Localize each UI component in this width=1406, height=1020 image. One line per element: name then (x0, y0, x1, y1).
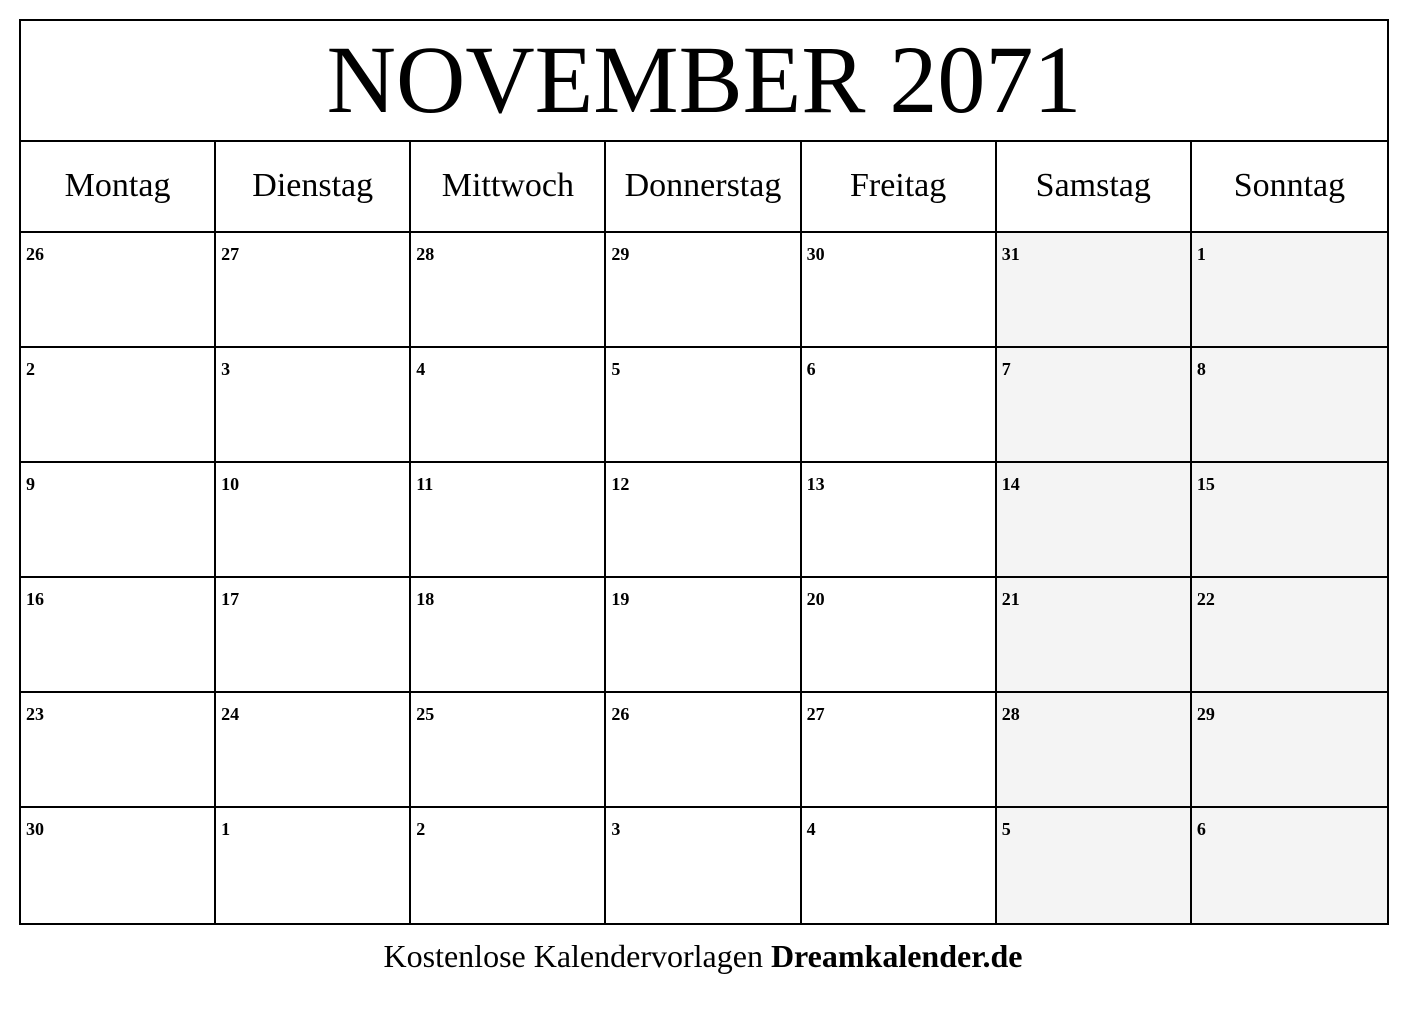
day-number: 24 (221, 704, 240, 724)
day-number: 6 (806, 359, 816, 379)
day-number: 3 (221, 359, 231, 379)
weekday-header: Montag (21, 142, 216, 233)
weekday-header: Freitag (802, 142, 997, 233)
day-number: 2 (26, 359, 35, 379)
day-cell (411, 233, 606, 348)
day-cell (21, 463, 216, 578)
day-number: 28 (1001, 704, 1020, 724)
day-number: 27 (806, 704, 825, 724)
day-cell (606, 693, 801, 808)
day-cell (21, 233, 216, 348)
day-number: 7 (1001, 359, 1011, 379)
day-number: 18 (416, 589, 435, 609)
day-cell (1192, 693, 1387, 808)
day-cell (606, 233, 801, 348)
day-cell (216, 578, 411, 693)
day-number: 26 (26, 244, 44, 264)
day-cell (1192, 233, 1387, 348)
day-cell (216, 233, 411, 348)
day-number: 4 (806, 819, 816, 839)
day-cell (606, 348, 801, 463)
footer-text: Kostenlose Kalendervorlagen (383, 938, 763, 974)
day-number: 6 (1196, 819, 1206, 839)
day-cell (411, 693, 606, 808)
weekday-header: Dienstag (216, 142, 411, 233)
day-cell (1192, 808, 1387, 923)
day-number: 3 (611, 819, 621, 839)
weekday-header: Sonntag (1192, 142, 1387, 233)
day-number: 14 (1001, 474, 1020, 494)
day-number: 12 (611, 474, 630, 494)
day-cell (216, 463, 411, 578)
day-number: 2 (416, 819, 426, 839)
day-cell (1192, 578, 1387, 693)
weekday-header-row (21, 142, 1387, 233)
weekday-header: Mittwoch (411, 142, 606, 233)
day-cell (802, 348, 997, 463)
day-cell (997, 233, 1192, 348)
day-cell (802, 808, 997, 923)
calendar (19, 19, 1389, 925)
day-number: 17 (221, 589, 240, 609)
day-number: 30 (26, 819, 44, 839)
day-cell (411, 348, 606, 463)
day-cell (802, 578, 997, 693)
day-cell (606, 463, 801, 578)
day-number: 10 (221, 474, 240, 494)
day-number: 13 (806, 474, 825, 494)
day-cell (802, 233, 997, 348)
day-number: 25 (416, 704, 435, 724)
day-number: 26 (611, 704, 630, 724)
day-number: 20 (806, 589, 825, 609)
day-cell (216, 808, 411, 923)
day-number: 23 (26, 704, 44, 724)
day-number: 29 (1196, 704, 1215, 724)
days-grid (21, 233, 1387, 923)
day-number: 5 (611, 359, 621, 379)
day-number: 31 (1001, 244, 1020, 264)
calendar-title: NOVEMBER 2071 (21, 21, 1387, 142)
day-cell (21, 578, 216, 693)
day-number: 9 (26, 474, 35, 494)
day-number: 21 (1001, 589, 1020, 609)
day-cell (802, 463, 997, 578)
day-cell (1192, 348, 1387, 463)
day-cell (216, 348, 411, 463)
day-cell (1192, 463, 1387, 578)
day-number: 27 (221, 244, 240, 264)
day-number: 1 (1196, 244, 1206, 264)
day-cell (411, 578, 606, 693)
day-cell (606, 578, 801, 693)
day-number: 30 (806, 244, 825, 264)
day-number: 1 (221, 819, 231, 839)
day-cell (411, 808, 606, 923)
day-number: 4 (416, 359, 426, 379)
day-number: 28 (416, 244, 435, 264)
day-number: 16 (26, 589, 44, 609)
day-number: 8 (1196, 359, 1206, 379)
weekday-header: Donnerstag (606, 142, 801, 233)
day-cell (802, 693, 997, 808)
day-cell (997, 578, 1192, 693)
day-number: 19 (611, 589, 630, 609)
day-number: 22 (1196, 589, 1215, 609)
day-cell (997, 348, 1192, 463)
day-number: 11 (416, 474, 434, 494)
day-number: 15 (1196, 474, 1215, 494)
day-cell (21, 348, 216, 463)
day-cell (606, 808, 801, 923)
day-cell (21, 693, 216, 808)
day-cell (997, 808, 1192, 923)
footer-brand: Dreamkalender.de (770, 938, 1023, 974)
weekday-header: Samstag (997, 142, 1192, 233)
footer (0, 938, 1406, 975)
day-cell (997, 693, 1192, 808)
day-cell (411, 463, 606, 578)
day-cell (997, 463, 1192, 578)
day-number: 5 (1001, 819, 1011, 839)
day-number: 29 (611, 244, 630, 264)
day-cell (216, 693, 411, 808)
day-cell (21, 808, 216, 923)
